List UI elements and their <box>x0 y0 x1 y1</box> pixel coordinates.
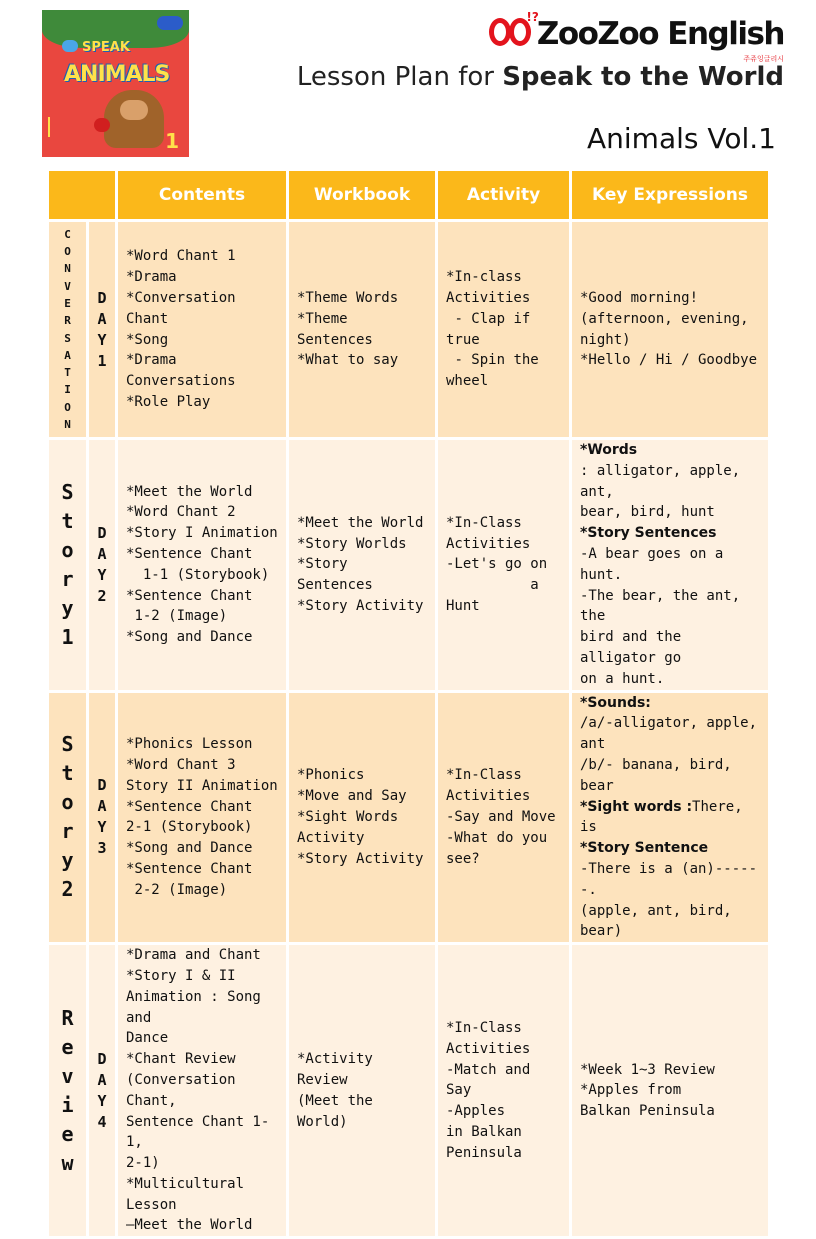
section-letter: e <box>61 1121 74 1146</box>
section-letter: 2 <box>61 877 74 902</box>
activity-line: *In-class <box>446 269 522 286</box>
key-expression-line <box>580 1101 760 1122</box>
activity-line: in Balkan <box>446 1123 522 1140</box>
key-expression-text: -A bear goes on a hunt. <box>580 545 732 583</box>
cover-title-top: SPEAK <box>82 40 130 55</box>
day-label <box>88 691 117 944</box>
section-letter: S <box>61 479 74 504</box>
contents-line: *Sentence Chant <box>126 545 253 562</box>
contents-line: *Song <box>126 331 169 348</box>
key-expression-text: bear, bird, hunt <box>580 504 715 521</box>
activity-line: *In-Class <box>446 1019 522 1036</box>
key-expression-text: *Hello / Hi / Goodbye <box>580 352 758 369</box>
contents-line: 2-2 (Image) <box>126 881 228 898</box>
key-expressions-cell <box>571 691 770 944</box>
key-expression-text: /b/- banana, bird, bear <box>580 756 741 794</box>
book-cover-image <box>42 10 189 157</box>
key-expression-line <box>580 713 766 755</box>
section-letter: y <box>61 595 74 620</box>
activity-line: see? <box>446 850 480 867</box>
contents-line: *Phonics Lesson <box>126 736 253 753</box>
key-expression-line <box>580 440 760 461</box>
section-letter: I <box>64 383 71 397</box>
activity-line: -Let's go on <box>446 556 548 573</box>
activity-line: -Apples <box>446 1103 506 1120</box>
contents-line: *Song and Dance <box>126 840 253 857</box>
workbook-cell <box>288 221 437 439</box>
contents-line: Sentence Chant 1-1, <box>126 1113 270 1151</box>
key-expression-text: night) <box>580 331 631 348</box>
key-expression-line <box>580 669 760 690</box>
day-letter: Y <box>97 818 107 837</box>
contents-line: *Word Chant 2 <box>126 504 236 521</box>
contents-line: *Multicultural Lesson <box>126 1175 253 1213</box>
section-letter: V <box>64 279 71 293</box>
key-expression-text: (afternoon, evening, <box>580 310 749 327</box>
section-label <box>48 221 88 439</box>
section-label <box>48 944 88 1238</box>
workbook-line: Sentences <box>297 577 373 594</box>
contents-line: Story II Animation <box>126 777 278 794</box>
contents-cell <box>117 944 288 1238</box>
volume-title: Animals Vol.1 <box>587 122 776 155</box>
key-expression-line <box>580 288 760 309</box>
section-letter: o <box>61 537 74 562</box>
key-expression-line <box>580 330 760 351</box>
section-letter: N <box>64 262 71 276</box>
workbook-line: *What to say <box>297 352 399 369</box>
activity-cell <box>437 944 571 1238</box>
workbook-line: *Theme Words <box>297 289 399 306</box>
day-letter: A <box>97 544 107 563</box>
day-letter: A <box>97 1070 107 1089</box>
day-letter: D <box>97 523 107 542</box>
workbook-line: *Story Activity <box>297 850 424 867</box>
key-expression-text: bird and the alligator go <box>580 629 690 666</box>
cover-title-main: ANIMALS <box>64 62 170 87</box>
section-letter: i <box>61 1092 74 1117</box>
key-expression-heading: *Story Sentence <box>580 840 709 857</box>
table-row <box>48 691 770 944</box>
section-letter: R <box>61 1005 74 1030</box>
key-expression-heading: *Story Sentences <box>580 525 717 542</box>
section-letter: t <box>61 761 74 786</box>
key-expressions-cell <box>571 439 770 692</box>
section-letter: C <box>64 227 71 241</box>
lesson-plan-table <box>46 168 771 1239</box>
activity-line: *In-Class <box>446 767 522 784</box>
key-expression-line <box>580 1060 760 1081</box>
day-letter: 1 <box>97 351 107 370</box>
key-expression-text: There, is <box>580 798 752 836</box>
table-header-row <box>48 170 770 221</box>
key-expression-line <box>580 523 760 544</box>
contents-line: 1-1 (Storybook) <box>126 566 270 583</box>
workbook-line: *Phonics <box>297 767 365 784</box>
contents-line: *Meet the World <box>126 483 253 500</box>
header-blank <box>48 170 117 221</box>
section-letter: S <box>64 331 71 345</box>
section-letter: r <box>61 566 74 591</box>
day-letter: 4 <box>97 1112 107 1131</box>
key-expression-heading: *Words <box>580 442 638 458</box>
activity-cell <box>437 691 571 944</box>
activity-line: *In-Class <box>446 514 522 531</box>
contents-line: Dance <box>126 1030 169 1047</box>
section-letter: N <box>64 417 71 431</box>
workbook-line: *Sight Words <box>297 808 399 825</box>
brand-header <box>489 10 784 63</box>
activity-line: - Spin the <box>446 352 539 369</box>
workbook-line: *Meet the World <box>297 514 424 531</box>
section-letter: T <box>64 366 71 380</box>
table-row <box>48 221 770 439</box>
day-letter: 3 <box>97 839 107 858</box>
key-expression-text: *Good morning! <box>580 289 699 306</box>
contents-line: (Conversation Chant, <box>126 1071 245 1109</box>
section-letter: e <box>61 1034 74 1059</box>
key-expression-text: /a/-alligator, apple, ant <box>580 715 766 753</box>
cover-side-text <box>48 117 84 137</box>
workbook-cell <box>288 944 437 1238</box>
workbook-line: Activity <box>297 829 365 846</box>
section-letter: v <box>61 1063 74 1088</box>
key-expression-line <box>580 502 760 523</box>
cover-bird <box>62 40 78 52</box>
key-expressions-cell <box>571 221 770 439</box>
key-expression-text: on a hunt. <box>580 670 665 687</box>
day-letter: D <box>97 288 107 307</box>
key-expression-line <box>580 797 760 839</box>
day-letter: 2 <box>97 586 107 605</box>
section-letter: O <box>64 400 71 414</box>
workbook-line: *Move and Say <box>297 788 407 805</box>
workbook-line: *Story <box>297 556 348 573</box>
brand-name: ZooZoo English <box>536 16 784 52</box>
table-row <box>48 944 770 1238</box>
activity-line: Activities <box>446 289 531 306</box>
key-expression-line <box>580 544 760 586</box>
contents-line: *Word Chant 3 <box>126 756 236 773</box>
contents-cell <box>117 221 288 439</box>
key-expression-line <box>580 350 760 371</box>
zoozoo-logo-icon: !? <box>489 18 529 46</box>
page-title: Lesson Plan for Speak to the World <box>296 62 784 92</box>
header-contents: Contents <box>117 170 288 221</box>
key-expression-line <box>580 586 760 628</box>
section-letter: w <box>61 1150 74 1175</box>
activity-cell <box>437 221 571 439</box>
key-expression-heading: *Sight words : <box>580 798 693 815</box>
day-letter: A <box>97 309 107 328</box>
contents-line: Animation : Song and <box>126 988 270 1026</box>
contents-line: 2-1 (Storybook) <box>126 819 253 836</box>
contents-line: *Sentence Chant <box>126 587 253 604</box>
key-expression-text: Balkan Peninsula <box>580 1103 715 1120</box>
workbook-cell <box>288 691 437 944</box>
day-letter: D <box>97 1049 107 1068</box>
key-expression-line <box>580 461 760 503</box>
key-expression-line <box>580 309 760 330</box>
key-expression-text: : alligator, apple, ant, <box>580 462 749 500</box>
key-expressions-cell <box>571 944 770 1238</box>
contents-line: *Chant Review <box>126 1051 236 1068</box>
day-letter: Y <box>97 330 107 349</box>
contents-line: *Sentence Chant <box>126 798 253 815</box>
key-expression-text: *Apples from <box>580 1082 682 1099</box>
activity-line: - Clap if true <box>446 310 539 348</box>
day-letter: D <box>97 776 107 795</box>
cover-badge <box>157 16 183 30</box>
key-expression-line <box>580 901 760 943</box>
key-expression-line <box>580 859 760 901</box>
key-expression-text: (apple, ant, bird, bear) <box>580 902 741 940</box>
activity-line: -Say and Move <box>446 808 556 825</box>
contents-line: *Drama <box>126 269 177 286</box>
day-label <box>88 221 117 439</box>
workbook-line: *Theme <box>297 310 348 327</box>
activity-line: a Hunt <box>446 577 548 614</box>
contents-line: Conversations <box>126 373 236 390</box>
key-expression-line <box>580 693 760 714</box>
contents-line: 2-1) <box>126 1155 160 1172</box>
section-label <box>48 691 88 944</box>
day-letter: Y <box>97 1091 107 1110</box>
activity-line: Activities <box>446 1040 531 1057</box>
key-expression-text: *Week 1~3 Review <box>580 1061 715 1078</box>
day-label <box>88 944 117 1238</box>
contents-line: *Sentence Chant <box>126 860 253 877</box>
contents-cell <box>117 691 288 944</box>
key-expression-line <box>580 838 760 859</box>
contents-line: *Drama and Chant <box>126 947 261 964</box>
brand-subtitle: 주쥬잉글리시 <box>743 55 784 63</box>
key-expression-line <box>580 627 760 669</box>
key-expression-heading: *Sounds: <box>580 694 651 711</box>
activity-line: -What do you <box>446 829 548 846</box>
section-letter: o <box>61 790 74 815</box>
contents-line: *Story I & II <box>126 967 236 984</box>
contents-line: *Song and Dance <box>126 629 253 646</box>
cover-number: 1 <box>165 129 179 153</box>
workbook-line: Sentences <box>297 331 373 348</box>
key-expression-line <box>580 1080 760 1101</box>
section-letter: A <box>64 348 71 362</box>
activity-line: Peninsula <box>446 1144 522 1161</box>
section-letter: O <box>64 245 71 259</box>
contents-line: *Conversation Chant <box>126 289 245 327</box>
section-letter: S <box>61 732 74 757</box>
activity-cell <box>437 439 571 692</box>
contents-line: *Word Chant 1 <box>126 248 236 265</box>
cover-apple <box>94 118 110 132</box>
section-letter: 1 <box>61 624 74 649</box>
activity-line: wheel <box>446 373 489 390</box>
activity-line: Activities <box>446 788 531 805</box>
key-expression-text: -There is a (an)------. <box>580 860 758 898</box>
key-expression-line <box>580 755 760 797</box>
workbook-line: *Story Activity <box>297 597 424 614</box>
table-row <box>48 439 770 692</box>
activity-line: Activities <box>446 535 531 552</box>
contents-cell <box>117 439 288 692</box>
contents-line: *Role Play <box>126 393 211 410</box>
cover-bear <box>104 90 164 148</box>
day-label <box>88 439 117 692</box>
contents-line: *Drama <box>126 352 177 369</box>
section-label <box>48 439 88 692</box>
key-expression-text: -The bear, the ant, the <box>580 587 749 625</box>
section-letter: E <box>64 296 71 310</box>
activity-line: -Match and Say <box>446 1061 539 1099</box>
section-letter: y <box>61 848 74 873</box>
header-key-expressions: Key Expressions <box>571 170 770 221</box>
day-letter: A <box>97 797 107 816</box>
section-letter: R <box>64 314 71 328</box>
workbook-line: (Meet the World) <box>297 1092 382 1130</box>
section-letter: t <box>61 508 74 533</box>
workbook-line: *Story Worlds <box>297 535 407 552</box>
header-activity: Activity <box>437 170 571 221</box>
contents-line: 1-2 (Image) <box>126 608 228 625</box>
header-workbook: Workbook <box>288 170 437 221</box>
day-letter: Y <box>97 565 107 584</box>
workbook-line: *Activity Review <box>297 1051 382 1088</box>
workbook-cell <box>288 439 437 692</box>
contents-line: —Meet the World <box>126 1217 253 1234</box>
contents-line: *Story I Animation <box>126 525 278 542</box>
section-letter: r <box>61 819 74 844</box>
